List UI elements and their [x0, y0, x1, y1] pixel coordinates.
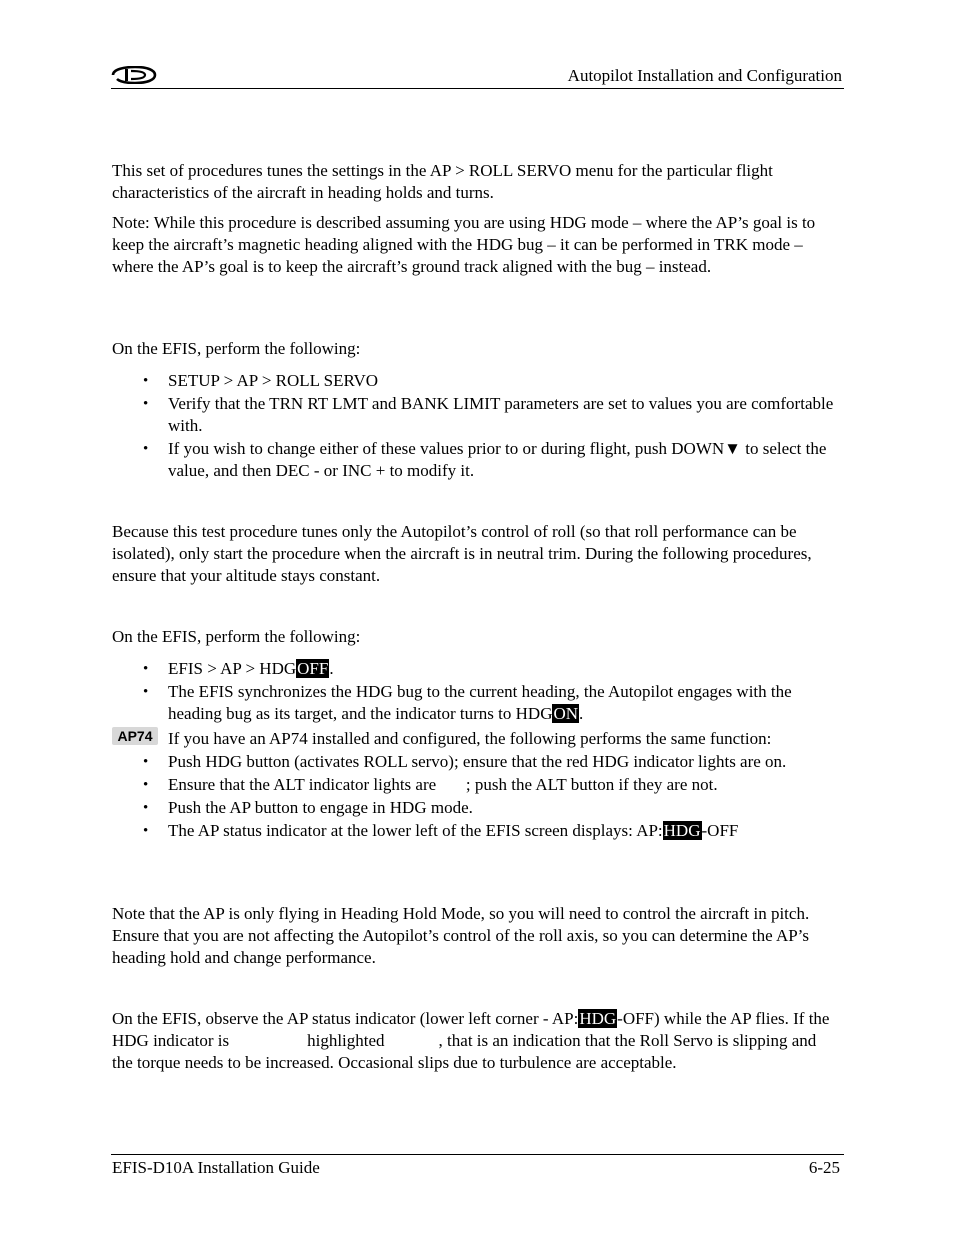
ap74-bullet-list	[112, 751, 842, 843]
header-title: Autopilot Installation and Configuration	[567, 66, 842, 85]
section3-bullet-list	[112, 658, 842, 726]
header-divider	[111, 88, 844, 89]
ap74-note: If you have an AP74 installed and configured, the following performs the same function:	[168, 729, 772, 748]
section1-lead: On the EFIS, perform the following:	[112, 339, 361, 358]
list-item: • The AP status indicator at the lower left of the EFIS screen displays: AP:HDG-OFF	[143, 821, 739, 840]
hdg-on-highlight: ON	[553, 704, 579, 723]
observe-paragraph: On the EFIS, observe the AP status indicator (lower left corner - AP:HDG-OFF) while the AP flies. If the HDG indicator is highlighted , that is an indication that the Roll Servo is slipping and the torque needs to be increased. Occasional slips due to turbulence are acceptable.	[112, 1009, 830, 1072]
list-item	[112, 370, 842, 392]
section1-bullet-list	[112, 370, 842, 483]
list-item	[112, 751, 842, 773]
hdg-highlight: HDG	[663, 821, 701, 840]
list-item	[112, 774, 842, 796]
bullet-icon: •	[143, 777, 149, 793]
bullet-icon: •	[143, 661, 149, 677]
ap74-badge-icon: AP74	[112, 727, 158, 745]
intro-paragraph: This set of procedures tunes the settings in the AP > ROLL SERVO menu for the particular flight characteristics of the aircraft in heading holds and turns.	[112, 161, 773, 202]
footer-doc-title: EFIS-D10A Installation Guide	[112, 1158, 320, 1177]
heading-hold-paragraph: Note that the AP is only flying in Heading Hold Mode, so you will need to control the aircraft in pitch. Ensure that you are not affecting the Autopilot’s control of the roll axis, so you can determine the AP’s heading hold and change performance.	[112, 904, 810, 967]
note-paragraph: Note: While this procedure is described assuming you are using HDG mode – where the AP’s goal is to keep the aircraft’s magnetic heading aligned with the HDG bug – it can be performed in TRK mode – where the AP’s goal is to keep the aircraft’s ground track aligned with the bug – instead.	[112, 213, 816, 276]
section3-lead: On the EFIS, perform the following:	[112, 627, 361, 646]
list-item-text: Push HDG button (activates ROLL servo); ensure that the red HDG indicator lights are on.	[168, 752, 787, 771]
list-item	[112, 438, 842, 482]
list-item: • EFIS > AP > HDGOFF.	[143, 659, 334, 678]
bullet-icon: •	[143, 684, 149, 700]
list-item-text: Ensure that the ALT indicator lights are ; push the ALT button if they are not.	[168, 775, 718, 794]
page-number: 6-25	[808, 1158, 840, 1177]
hdg-off-highlight: OFF	[297, 659, 329, 678]
list-item-text: SETUP > AP > ROLL SERVO	[168, 371, 379, 390]
bullet-icon: •	[143, 396, 149, 412]
footer-divider	[111, 1154, 844, 1155]
bullet-icon: •	[143, 823, 149, 839]
bullet-icon: •	[143, 441, 149, 457]
hdg-highlight: HDG	[579, 1009, 617, 1028]
list-item-text: Verify that the TRN RT LMT and BANK LIMIT parameters are set to values you are comfortable with.	[168, 394, 834, 435]
list-item	[112, 797, 842, 819]
bullet-icon: •	[143, 373, 149, 389]
list-item-text: Push the AP button to engage in HDG mode.	[168, 798, 473, 817]
trim-paragraph: Because this test procedure tunes only the Autopilot’s control of roll (so that roll performance can be isolated), only start the procedure when the aircraft is in neutral trim. During the following procedures, ensure that your altitude stays constant.	[112, 522, 812, 585]
bullet-icon: •	[143, 800, 149, 816]
list-item: • The EFIS synchronizes the HDG bug to the current heading, the Autopilot engages with the heading bug as its target, and the indicator turns to HDGON.	[143, 682, 792, 723]
list-item	[112, 393, 842, 437]
dynon-logo-icon	[111, 66, 157, 84]
bullet-icon: •	[143, 754, 149, 770]
list-item-text: If you wish to change either of these values prior to or during flight, push DOWN▼ to select the value, and then DEC - or INC + to modify it.	[168, 439, 827, 480]
